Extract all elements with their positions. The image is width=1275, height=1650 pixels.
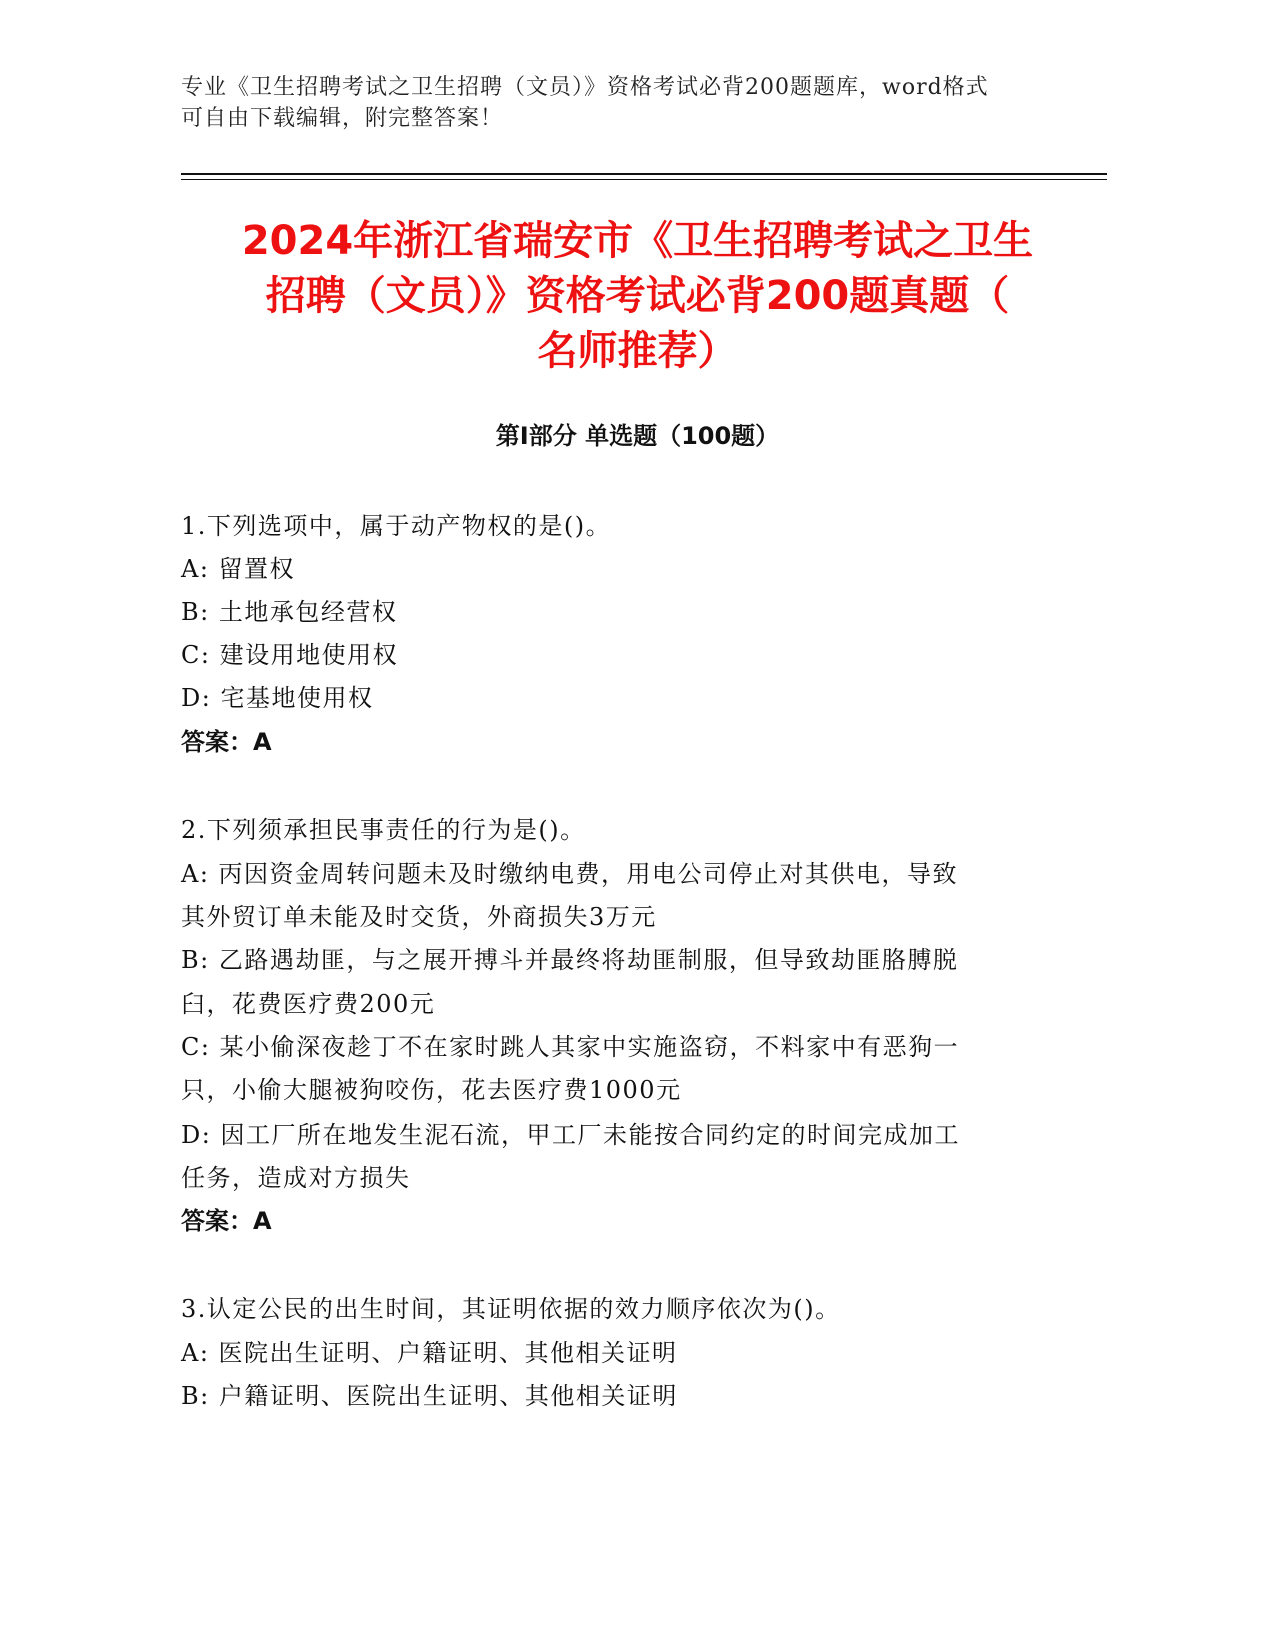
question-2-option-b-line-2: 臼，花费医疗费200元 [181, 990, 436, 1018]
question-3-option-a: A: 医院出生证明、户籍证明、其他相关证明 [181, 1339, 678, 1367]
question-2-stem: 2.下列须承担民事责任的行为是()。 [181, 816, 586, 844]
document-title-line-1: 2024年浙江省瑞安市《卫生招聘考试之卫生 [241, 218, 1034, 264]
question-1-stem: 1.下列选项中，属于动产物权的是()。 [181, 512, 612, 540]
question-1-option-d: D: 宅基地使用权 [181, 684, 374, 712]
header-note-line-2: 可自由下载编辑，附完整答案！ [181, 106, 504, 131]
question-3-stem: 3.认定公民的出生时间，其证明依据的效力顺序依次为()。 [181, 1295, 841, 1323]
document-title [150, 214, 1125, 379]
question-1-option-c: C: 建设用地使用权 [181, 641, 399, 669]
header-note-line-1: 专业《卫生招聘考试之卫生招聘（文员）》资格考试必背200题题库，word格式 [181, 75, 989, 100]
question-1-answer: 答案：A [181, 728, 272, 756]
question-1-option-b: B: 土地承包经营权 [181, 598, 398, 626]
question-2-option-a-line-2: 其外贸订单未能及时交货，外商损失3万元 [181, 903, 657, 931]
question-2-option-c-line-1: C: 某小偷深夜趁丁不在家时跳人其家中实施盗窃，不料家中有恶狗一 [181, 1033, 960, 1061]
question-1-option-a: A: 留置权 [181, 555, 296, 583]
question-2-option-d-line-2: 任务，造成对方损失 [181, 1164, 411, 1192]
question-2-option-b-line-1: B: 乙路遇劫匪，与之展开搏斗并最终将劫匪制服，但导致劫匪胳膊脱 [181, 946, 959, 974]
section-heading: 第Ⅰ部分 单选题（100题） [495, 422, 780, 450]
question-2-option-d-line-1: D: 因工厂所在地发生泥石流，甲工厂未能按合同约定的时间完成加工 [181, 1121, 960, 1149]
question-3-option-b: B: 户籍证明、医院出生证明、其他相关证明 [181, 1382, 678, 1410]
question-2-answer: 答案：A [181, 1207, 272, 1235]
document-title-line-2: 招聘（文员）》资格考试必背200题真题（ [265, 273, 1010, 319]
header-divider-thick [181, 173, 1107, 175]
header-note [181, 72, 1061, 134]
question-2-option-c-line-2: 只，小偷大腿被狗咬伤，花去医疗费1000元 [181, 1076, 682, 1104]
header-divider-thin [181, 179, 1107, 180]
question-2-option-a-line-1: A: 丙因资金周转问题未及时缴纳电费，用电公司停止对其供电，导致 [181, 860, 959, 888]
document-title-line-3: 名师推荐） [537, 328, 738, 374]
